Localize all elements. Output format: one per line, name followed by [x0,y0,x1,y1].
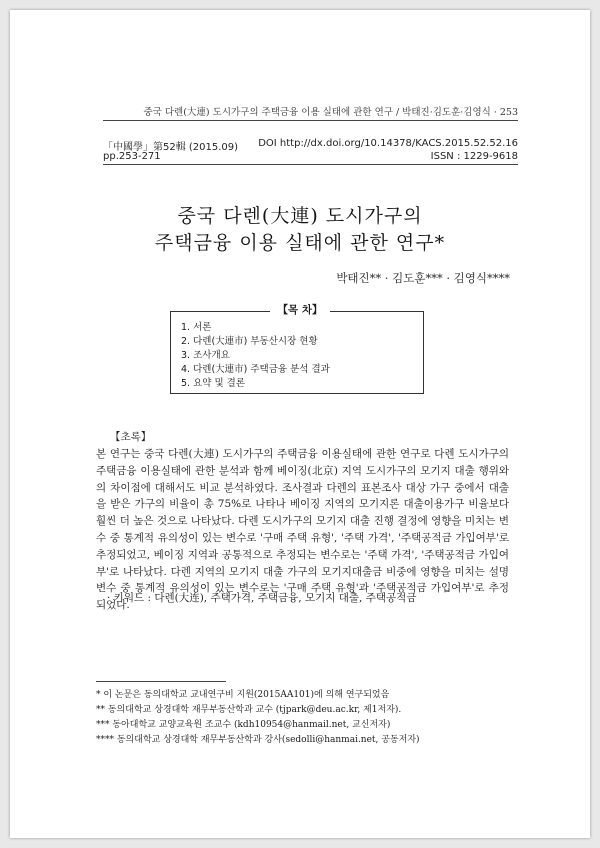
paper-title-line-1: 중국 다렌(大連) 도시가구의 [177,205,423,227]
journal-citation: 「中國學」第52輯 (2015.09) [103,142,239,153]
toc-item: 3. 조사개요 [181,350,230,361]
footnotes [96,688,420,748]
toc-item: 5. 요약 및 결론 [181,378,246,389]
footnote: ** 동의대학교 상경대학 재무부동산학과 교수 (tjpark@deu.ac.kr, 제1저자). [96,705,402,715]
toc-list [181,321,330,391]
toc-heading: 【목 차】 [270,302,330,317]
doi-link[interactable]: DOI http://dx.doi.org/10.14378/KACS.2015.52.52.16 [258,138,518,149]
meta-rule [103,164,518,165]
paper-title-line-2: 주택금융 이용 실태에 관한 연구* [154,232,446,254]
issn: ISSN : 1229-9618 [430,151,518,162]
toc-item: 2. 다렌(大連市) 부동산시장 현황 [181,336,318,347]
keywords: · 키워드 : 다렌(大连), 주택가격, 주택금융, 모기지 대출, 주택공적금 [107,592,417,604]
footnote: * 이 논문은 동의대학교 교내연구비 지원(2015AA101)에 의해 연구되었음 [96,690,390,700]
page-range: pp.253-271 [103,151,161,162]
footnote-rule [96,681,226,682]
author-list: 박태진** · 김도훈*** · 김영식**** [336,271,510,285]
footnote: *** 동아대학교 교양교육원 조교수 (kdh10954@hanmail.net, 교신저자) [96,720,391,730]
toc-item: 4. 다렌(大連市) 주택금융 분석 결과 [181,364,330,375]
running-header: 중국 다렌(大連) 도시가구의 주택금융 이용 실태에 관한 연구 / 박태진·김도훈·김영식 · 253 [143,107,518,118]
header-rule [103,120,518,121]
footnote: **** 동의대학교 상경대학 재무부동산학과 강사(sedolli@hanmai.net, 공동저자) [96,735,420,745]
toc-item: 1. 서론 [181,322,212,333]
abstract-label: 【초록】 [110,431,152,443]
abstract-body: 본 연구는 중국 다렌(大連) 도시가구의 주택금융 이용실태에 관한 연구로 다렌 도시가구의 주택금융 이용실태에 관한 분석과 함께 베이징(北京) 지역 도시가구의 모기지 대출 행위와의 차이점에 대해서도 비교 분석하였다. 조사결과 다렌의 표본조사 대상 가구 중에서 대출을 받은 가구의 비율이 총 75%로 나타나 베이징 지역의 모기지론 대출이용가구 비율보다 훨씬 더 높은 것으로 나타났다. 다렌 도시가구의 모기지 대출 진행 결정에 영향을 미치는 변수 중 통계적 유의성이 있는 변수로 '구매 주택 유형', '주택 가격', '주택공적금 가입여부'로 추정되었고, 베이징 지역과 공통적으로 추정되는 변수로는 '주택 가격', '주택공적금 가입여부'로 나타났다. 다렌 지역의 모기지 대출 가구의 모기지대출금 비중에 영향을 미치는 설명변수 중 통계적 유의성이 있는 변수로는 '구매 주택 유형'과 '주택공적금 가입여부'로 추정되었다. [96,448,509,612]
